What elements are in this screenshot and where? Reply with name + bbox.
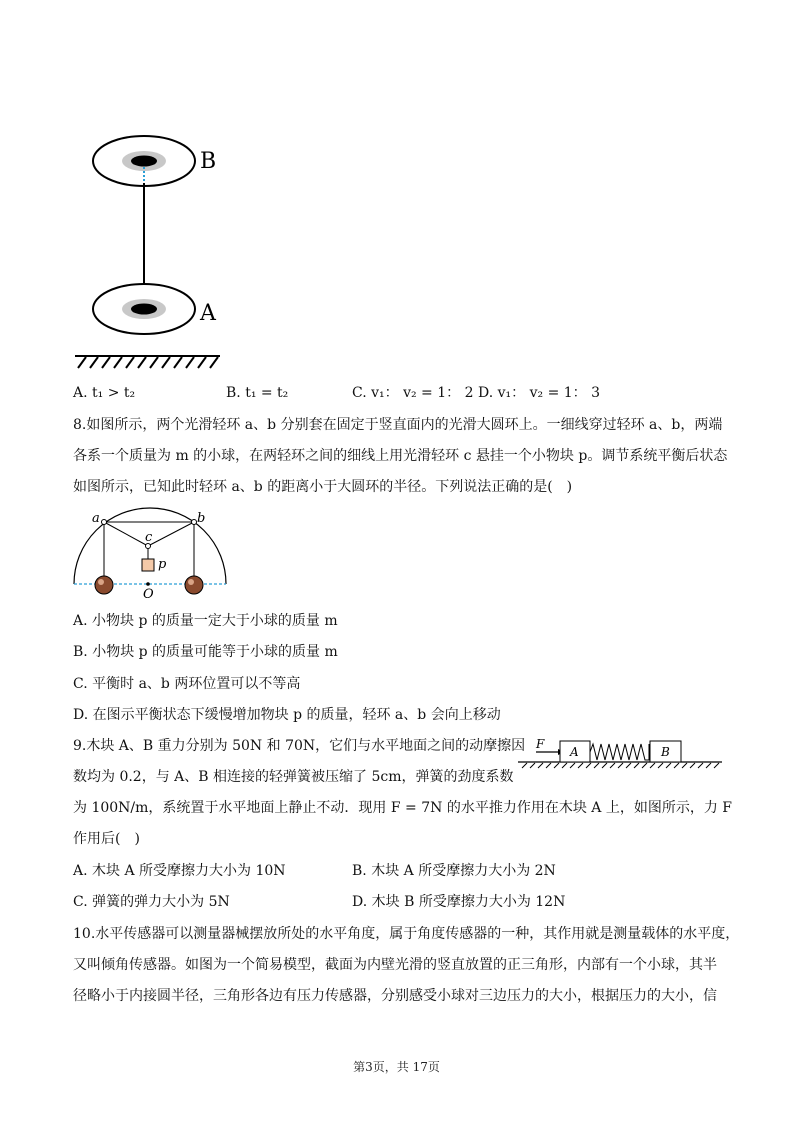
q9-option-d: D. 木块 B 所受摩擦力大小为 12N: [352, 894, 566, 910]
q8-label-b: b: [197, 511, 206, 526]
q8-stem-line-3: 如图所示，已知此时轻环 a、b 的距离小于大圆环的半径。下列说法正确的是( ): [73, 479, 573, 495]
q9-label-f: F: [536, 737, 545, 751]
q9-figure: [518, 734, 724, 774]
q7-option-d: D. v₁： v₂ = 1： 3: [478, 385, 601, 401]
q9-option-b: B. 木块 A 所受摩擦力大小为 2N: [352, 863, 556, 879]
q7-label-a: A: [200, 301, 216, 326]
q9-stem-line-2: 数均为 0.2，与 A、B 相连接的轻弹簧被压缩了 5cm，弹簧的劲度系数: [73, 769, 514, 785]
q8-option-b: B. 小物块 p 的质量可能等于小球的质量 m: [73, 644, 338, 660]
q8-figure: [70, 506, 230, 602]
q10-stem-line-1: 10.水平传感器可以测量器械摆放所处的水平角度，属于角度传感器的一种，其作用就是测量载体的水平度，: [73, 926, 740, 942]
q10-stem-line-2: 又叫倾角传感器。如图为一个简易模型，截面为内壁光滑的竖直放置的正三角形，内部有一个小球，其半: [73, 957, 717, 973]
page-footer: 第3页，共 17页: [353, 1060, 440, 1074]
q8-label-c: c: [145, 530, 153, 545]
q9-option-c: C. 弹簧的弹力大小为 5N: [73, 894, 230, 910]
q9-stem-line-1: 9.木块 A、B 重力分别为 50N 和 70N，它们与水平地面之间的动摩擦因: [73, 738, 526, 754]
q8-label-a: a: [92, 511, 100, 526]
q9-stem-line-3: 为 100N/m，系统置于水平地面上静止不动．现用 F = 7N 的水平推力作用在木块 A 上，如图所示，力 F: [73, 800, 732, 816]
q8-option-a: A. 小物块 p 的质量一定大于小球的质量 m: [73, 613, 338, 629]
q8-option-d: D. 在图示平衡状态下缓慢增加物块 p 的质量，轻环 a、b 会向上移动: [73, 707, 501, 723]
q9-label-b: B: [661, 745, 670, 759]
q9-label-a: A: [570, 745, 579, 759]
q8-stem-line-1: 8.如图所示，两个光滑轻环 a、b 分别套在固定于竖直面内的光滑大圆环上。一细线穿过轻环 a、b，两端: [73, 417, 723, 433]
q7-option-a: A. t₁ > t₂: [73, 385, 136, 401]
q10-stem-line-3: 径略小于内接圆半径，三角形各边有压力传感器，分别感受小球对三边压力的大小，根据压力的大小，信: [73, 988, 717, 1004]
q8-label-p: p: [158, 557, 167, 572]
q7-option-c: C. v₁： v₂ = 1： 2: [352, 385, 474, 401]
q7-figure: [70, 128, 230, 373]
q9-option-a: A. 木块 A 所受摩擦力大小为 10N: [73, 863, 286, 879]
q9-stem-line-4: 作用后( ): [73, 831, 140, 847]
q7-option-b: B. t₁ = t₂: [226, 385, 289, 401]
q8-stem-line-2: 各系一个质量为 m 的小球，在两轻环之间的细线上用光滑轻环 c 悬挂一个小物块 p。调节系统平衡后状态: [73, 448, 728, 464]
q8-label-o: O: [143, 587, 154, 602]
q8-option-c: C. 平衡时 a、b 两环位置可以不等高: [73, 676, 301, 692]
q7-label-b: B: [200, 149, 217, 174]
